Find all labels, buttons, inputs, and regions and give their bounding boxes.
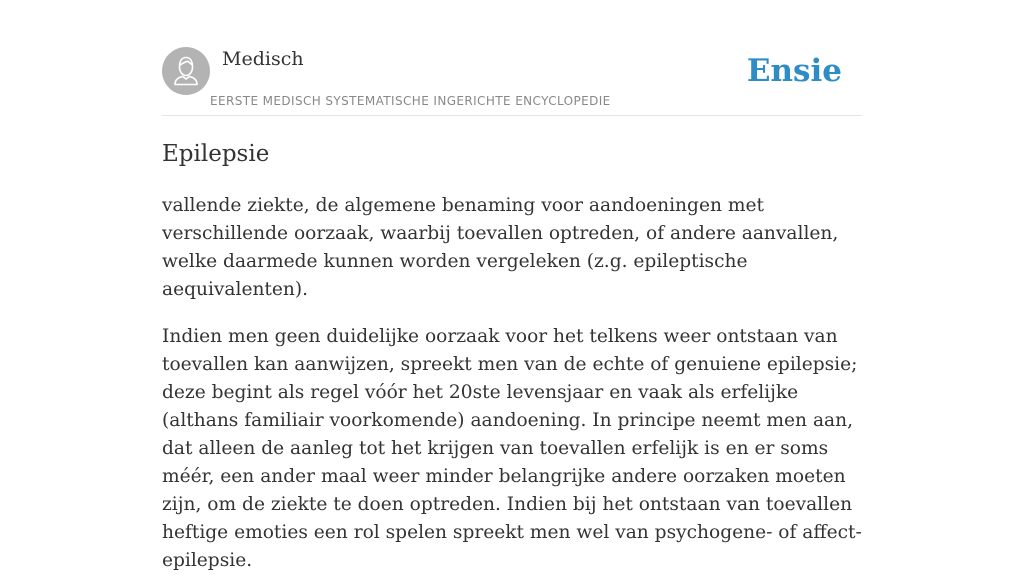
user-icon xyxy=(162,47,210,95)
article-paragraph: Indien men geen duidelijke oorzaak voor het telkens weer ontstaan van toevallen kan aanwijzen, spreekt men van de echte of genuiene epilepsie; deze begint als regel vóór het 20ste levensjaar en vaak als erfelijke (althans familiair voorkomende) aandoening. In principe neemt men aan, dat alleen de aanleg tot het krijgen van toevallen erfelijk is en er soms méér, een ander maal weer minder belangrijke andere oorzaken moeten zijn, om de ziekte te doen optreden. Indien bij het ontstaan van toevallen heftige emoties een rol spelen spreekt men wel van psychogene- of affect-epilepsie. xyxy=(162,326,862,571)
publisher-name[interactable]: Medisch xyxy=(222,48,304,70)
brand-logo[interactable]: Ensie xyxy=(746,53,842,89)
publisher-avatar[interactable] xyxy=(162,47,210,95)
article xyxy=(162,138,864,575)
publisher-header xyxy=(162,47,862,116)
publisher-subtitle: EERSTE MEDISCH SYSTEMATISCHE INGERICHTE ENCYCLOPEDIE xyxy=(210,94,611,108)
article-title: Epilepsie xyxy=(162,141,270,167)
article-paragraph: vallende ziekte, de algemene benaming voor aandoeningen met verschillende oorzaak, waarbij toevallen optreden, of andere aanvallen, welke daarmede kunnen worden vergeleken (z.g. epileptische aequivalenten). xyxy=(162,195,839,300)
